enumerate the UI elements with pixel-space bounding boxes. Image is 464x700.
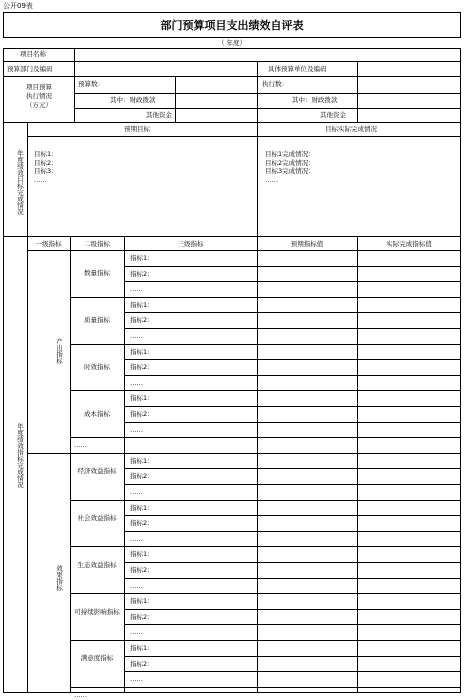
fiscal-label-right: 其中：财政拨款: [292, 96, 338, 104]
goal-item: 目标2：: [34, 158, 58, 167]
level2-ellipsis: ……: [74, 690, 87, 699]
budget-num-label: 预算数：: [78, 80, 104, 88]
goal-item: 目标1完成情况：: [265, 150, 315, 158]
indicator-item: 指标1：: [130, 550, 154, 559]
form-number: 公开09表: [3, 2, 33, 10]
level2-label: 经济效益指标: [77, 467, 117, 476]
header-expected: 预期指标值: [290, 240, 324, 248]
goals-side-label: 年度绩效目标完成情况: [16, 149, 24, 215]
indicator-item: 指标2：: [130, 612, 154, 621]
indicator-item: ……: [130, 425, 143, 434]
indicators-side-label: 年度绩效指标完成情况: [16, 422, 24, 488]
indicator-item: 指标2：: [130, 363, 154, 372]
indicator-item: ……: [130, 675, 143, 684]
indicator-item: ……: [130, 534, 143, 543]
indicator-item: ……: [130, 332, 143, 340]
level2-label: 质量指标: [84, 316, 110, 325]
indicator-item: 指标2：: [130, 659, 154, 668]
indicator-item: 指标1：: [130, 456, 154, 465]
level2-label: 社会效益指标: [77, 514, 117, 522]
page-title: 部门预算项目支出绩效自评表: [160, 19, 304, 32]
indicator-item: 指标1：: [130, 300, 154, 309]
header-level2: 二级指标: [84, 240, 110, 248]
header-level3: 三级指标: [177, 240, 204, 248]
fiscal-label: 其中：财政拨款: [110, 96, 156, 104]
project-name-label: 项目名称: [20, 50, 46, 58]
expected-goal-header: 预期目标: [124, 125, 150, 133]
indicator-item: 指标1：: [130, 597, 154, 606]
level2-label: 可持续影响指标: [74, 607, 120, 616]
level1-label: 效果指标: [55, 564, 63, 591]
goal-item: 目标1：: [34, 150, 58, 158]
level2-label: 生态效益指标: [77, 560, 117, 569]
level2-ellipsis: ……: [74, 441, 87, 450]
level2-label: 时效指标: [84, 363, 110, 371]
indicator-item: 指标2：: [130, 316, 154, 325]
indicator-item: 指标1：: [130, 503, 154, 512]
indicator-item: 指标2：: [130, 566, 154, 574]
indicator-item: 指标1：: [130, 347, 154, 356]
goal-item: 目标2完成情况：: [265, 158, 315, 167]
level2-label: 满意度指标: [80, 654, 114, 663]
level1-label: 产出指标: [55, 338, 63, 365]
indicator-item: 指标2：: [130, 472, 154, 481]
indicator-item: 指标1：: [130, 254, 154, 262]
level2-label: 成本指标: [84, 409, 110, 418]
exec-num-label: 执行数：: [262, 80, 288, 88]
header-actual: 实际完成指标值: [386, 240, 432, 248]
year-line: （ 年度）: [217, 39, 247, 47]
indicator-item: ……: [130, 285, 143, 294]
dept-label: 预算部门及编码: [7, 65, 53, 73]
indicator-item: ……: [130, 628, 143, 637]
indicator-item: 指标2：: [130, 519, 154, 528]
indicator-item: ……: [130, 488, 143, 496]
other-label: 其他资金: [146, 111, 172, 119]
goal-item: ……: [265, 175, 278, 184]
indicator-item: 指标1：: [130, 394, 154, 403]
indicator-item: 指标1：: [130, 644, 154, 652]
indicator-item: 指标2：: [130, 269, 154, 278]
level2-label: 数量指标: [84, 269, 110, 278]
goal-item: 目标3：: [34, 167, 58, 175]
indicator-item: ……: [130, 378, 143, 387]
other-label-right: 其他资金: [320, 111, 346, 119]
unit-label: 具体预算单位及编码: [268, 65, 327, 73]
budget-label: 项目预算 执行情况 （万元）: [26, 83, 52, 109]
indicator-item: ……: [130, 581, 143, 590]
header-level1: 一级指标: [35, 240, 62, 248]
indicator-item: 指标2：: [130, 410, 154, 418]
goal-item: 目标3完成情况：: [265, 167, 315, 175]
goal-item: ……: [34, 175, 47, 184]
actual-goal-header: 目标实际完成情况: [325, 125, 377, 133]
